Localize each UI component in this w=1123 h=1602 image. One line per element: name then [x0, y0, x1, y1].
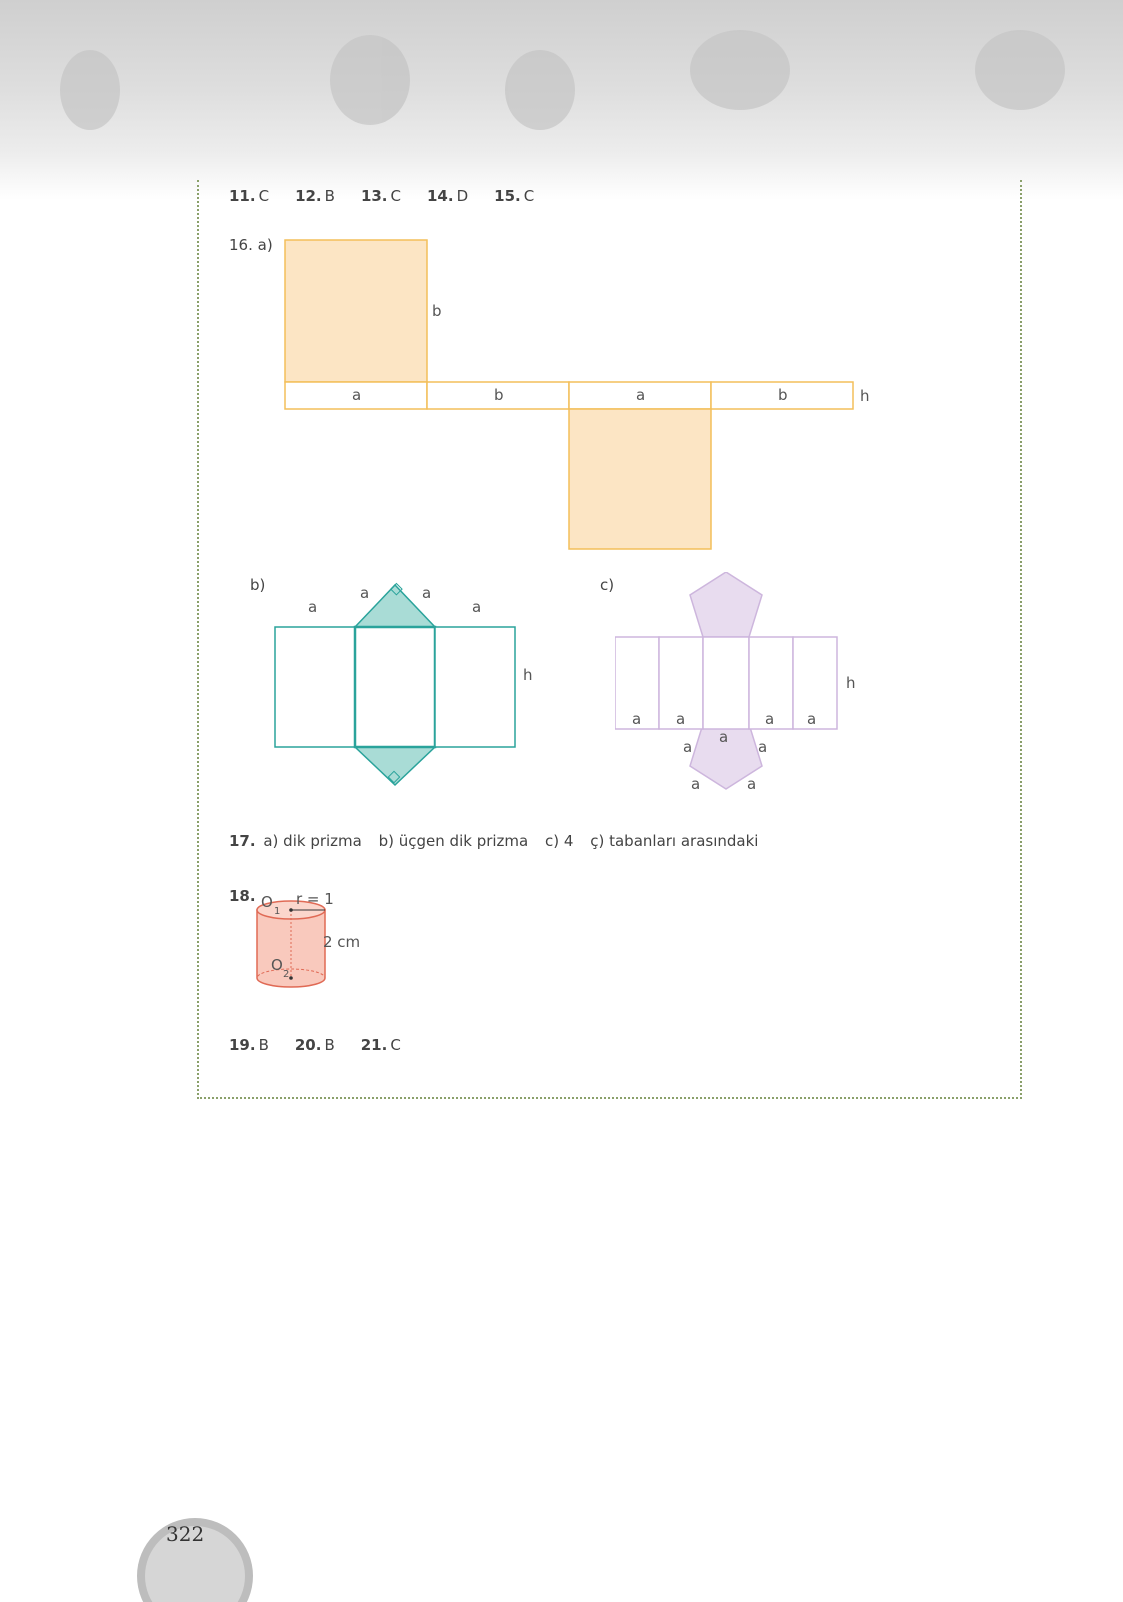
answer-choice: B [324, 1036, 335, 1054]
net-b-label-tri-left: a [360, 584, 370, 602]
net-c-top-pentagon [690, 572, 762, 637]
q16b-label-text: b) [250, 576, 266, 594]
net-b-middle-face [355, 627, 435, 747]
cylinder-bottom-center [289, 976, 293, 980]
net-b-label-left: a [308, 598, 318, 616]
net-rectangular-prism [270, 230, 890, 560]
row1-answer-1 [295, 187, 349, 205]
net-c-cell-label-4: a [807, 710, 817, 728]
net-b-label-right: a [472, 598, 482, 616]
page-number-badge [133, 1512, 253, 1602]
net-a-label-b-side: b [432, 302, 442, 320]
net-c-cell-label-2: a [676, 710, 686, 728]
row1-answer-2 [361, 187, 415, 205]
row1-answer-3 [427, 187, 482, 205]
header-band [0, 0, 1123, 200]
q17-line [229, 832, 770, 850]
cylinder-label-radius: r = 1 [296, 890, 334, 908]
answers-row-1 [229, 187, 560, 205]
row3-answer-0 [229, 1036, 283, 1054]
net-a-cell-label-4: b [778, 386, 788, 404]
net-pentagonal-prism [615, 572, 875, 812]
q17-num: 17. [229, 832, 256, 850]
row3-answer-1 [295, 1036, 349, 1054]
net-c-cell-label-1: a [632, 710, 642, 728]
net-c-label-bot-left: a [683, 738, 693, 756]
net-c-label-center: a [719, 728, 729, 746]
q18-num: 18. [229, 887, 256, 905]
answer-choice: C [258, 187, 270, 205]
net-c-label-h: h [846, 674, 856, 692]
net-a-bottom-face [569, 409, 711, 549]
answer-number: 12. [295, 187, 322, 205]
net-a-cell-label-3: a [636, 386, 646, 404]
net-b-bottom-triangle [355, 747, 435, 785]
answer-number: 11. [229, 187, 256, 205]
answers-row-3 [229, 1036, 427, 1054]
answer-choice: C [390, 187, 401, 205]
net-a-top-face [285, 240, 427, 382]
row3-answer-2 [361, 1036, 415, 1054]
cylinder-label-o2: O [271, 956, 283, 974]
answer-choice: B [324, 187, 335, 205]
cylinder-top-center [289, 908, 293, 912]
answer-number: 20. [294, 1036, 322, 1054]
cylinder-label-height: 2 cm [323, 933, 361, 951]
answer-choice: D [456, 187, 469, 205]
net-c-face-3 [703, 637, 749, 729]
answer-number: 19. [229, 1036, 256, 1054]
q16c-label-text: c) [600, 576, 615, 594]
q17-part-c: c) 4 [545, 832, 574, 850]
row1-answer-4 [494, 187, 548, 205]
net-triangular-prism [270, 580, 560, 790]
net-a-label-h: h [860, 387, 870, 405]
cylinder-label-o2-sub: 2 [283, 969, 290, 980]
answer-number: 21. [360, 1036, 388, 1054]
answer-number: 15. [494, 187, 521, 205]
cylinder-figure [252, 890, 382, 1000]
q16-label-text: 16. a) [229, 236, 273, 254]
q17-part-cc: ç) tabanları arasındaki [590, 832, 759, 850]
net-c-label-bot-lower-right: a [747, 775, 757, 793]
net-c-label-bot-lower-left: a [691, 775, 701, 793]
net-b-label-tri-right: a [422, 584, 432, 602]
cylinder-label-o1: O [261, 893, 273, 911]
page-number: 322 [166, 1522, 205, 1546]
answer-choice: C [523, 187, 535, 205]
header-decoration [0, 0, 1123, 200]
q17-part-a: a) dik prizma [263, 832, 362, 850]
answer-number: 13. [360, 187, 388, 205]
net-c-cell-label-3: a [765, 710, 775, 728]
cylinder-label-o1-sub: 1 [274, 906, 281, 917]
answer-number: 14. [427, 187, 454, 205]
answer-choice: B [258, 1036, 269, 1054]
net-b-label-h: h [523, 666, 533, 684]
net-a-cell-label-2: b [494, 386, 504, 404]
q17-part-b: b) üçgen dik prizma [378, 832, 529, 850]
net-a-cell-label-1: a [352, 386, 362, 404]
net-b-right-face [435, 627, 515, 747]
net-c-label-bot-right: a [758, 738, 768, 756]
row1-answer-0 [229, 187, 283, 205]
net-b-left-face [275, 627, 355, 747]
answer-choice: C [390, 1036, 401, 1054]
